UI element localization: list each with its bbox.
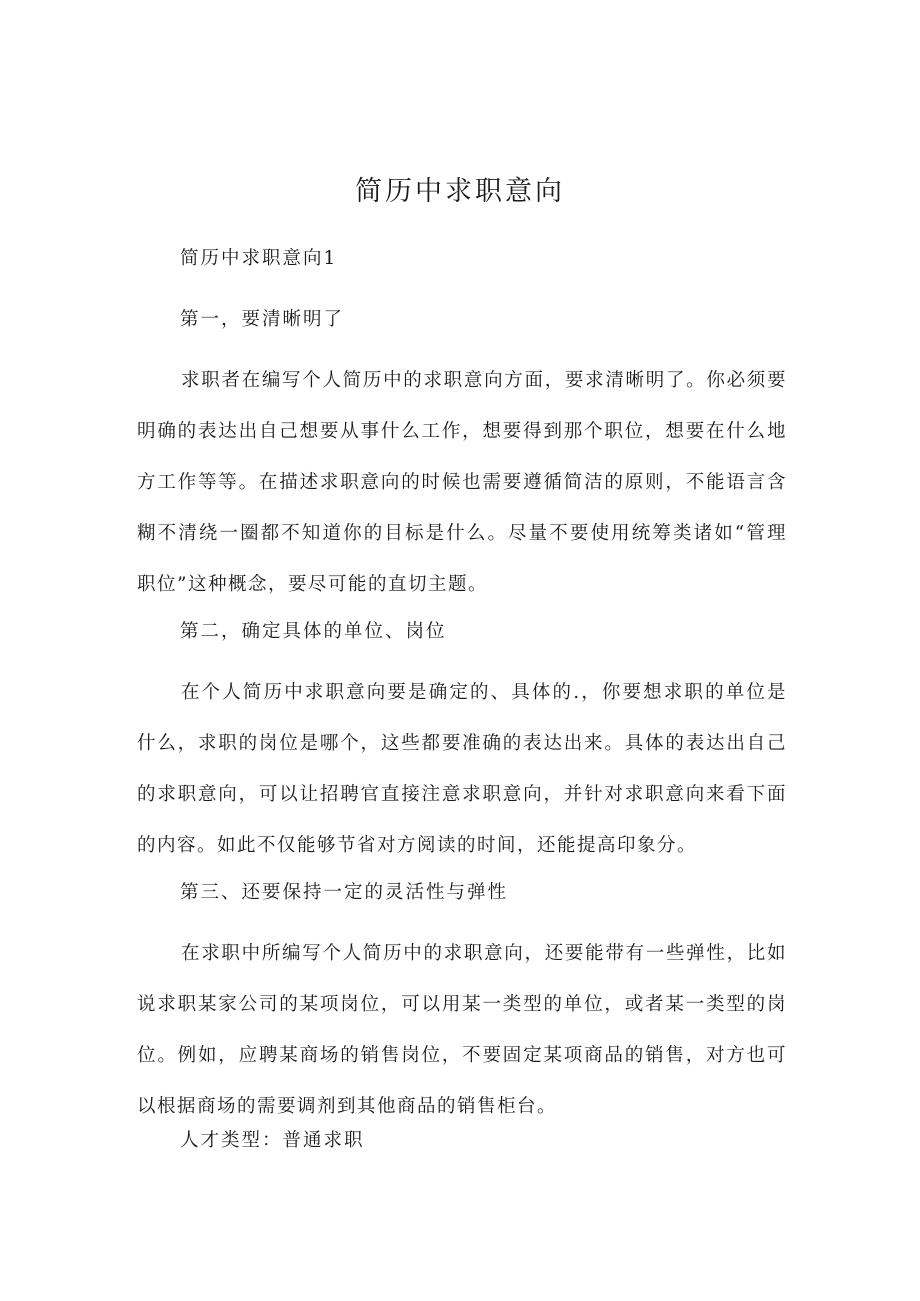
- section-paragraph-2: 在个人简历中求职意向要是确定的、具体的.，你要想求职的单位是什么，求职的岗位是哪个，这些都要准确的表达出来。具体的表达出自己的求职意向，可以让招聘官直接注意求职意向，并针对求职意向来看下面的内容。如此不仅能够节省对方阅读的时间，还能提高印象分。: [137, 682, 787, 856]
- section-paragraph-3: 在求职中所编写个人简历中的求职意向，还要能带有一些弹性，比如说求职某家公司的某项岗位，可以用某一类型的单位，或者某一类型的岗位。例如，应聘某商场的销售岗位，不要固定某项商品的销售，对方也可以根据商场的需要调剂到其他商品的销售柜台。: [137, 943, 787, 1117]
- page-title: 简历中求职意向: [355, 176, 565, 207]
- section-heading-3: 第三、还要保持一定的灵活性与弹性: [180, 882, 509, 903]
- talent-type-line: 人才类型：普通求职: [180, 1130, 365, 1151]
- section-heading-2: 第二，确定具体的单位、岗位: [180, 621, 447, 642]
- document-subtitle: 简历中求职意向1: [180, 248, 338, 269]
- section-heading-1: 第一，要清晰明了: [180, 309, 345, 330]
- section-paragraph-1: 求职者在编写个人简历中的求职意向方面，要求清晰明了。你必须要明确的表达出自己想要从事什么工作，想要得到那个职位，想要在什么地方工作等等。在描述求职意向的时候也需要遵循简洁的原则，不能语言含糊不清绕一圈都不知道你的目标是什么。尽量不要使用统筹类诸如“管理职位”这种概念，要尽可能的直切主题。: [137, 370, 787, 595]
